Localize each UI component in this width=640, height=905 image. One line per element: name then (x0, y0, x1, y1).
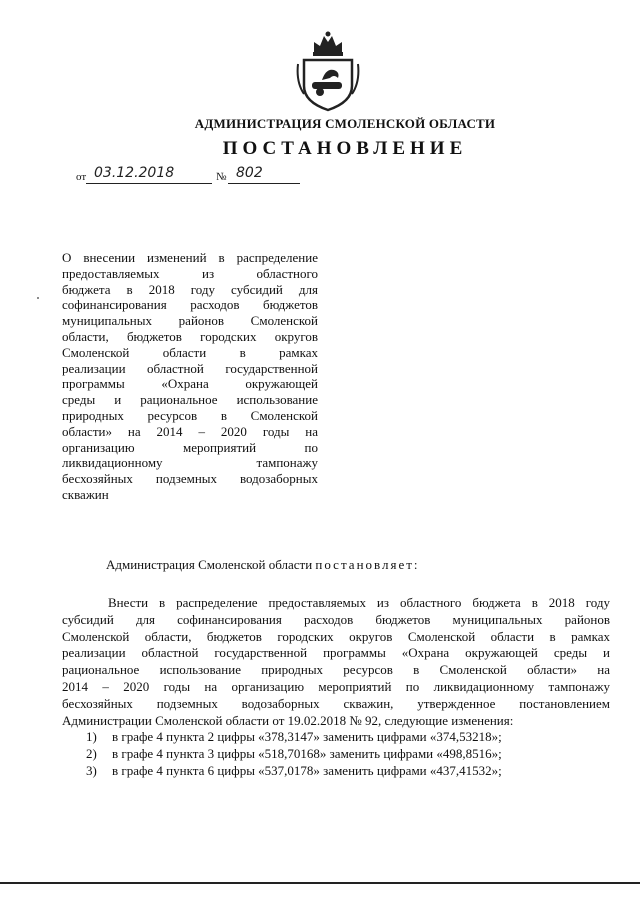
list-item (86, 728, 502, 745)
list-item (86, 745, 502, 762)
preamble-action: постановляет: (315, 557, 420, 572)
preamble (106, 557, 420, 573)
scan-speck (37, 297, 39, 299)
subject-line: программы «Охрана окружающей (62, 376, 318, 392)
subject-line: О внесении изменений в распределение (62, 250, 318, 265)
body-line: 2014 – 2020 годы на организацию мероприятий по ликвидационному тампонажу (62, 678, 610, 694)
subject-line: бесхозяйных подземных водозаборных (62, 471, 318, 487)
number-underline (228, 183, 300, 184)
subject-line: софинансирования расходов бюджетов (62, 297, 318, 313)
subject-line: скважин (62, 486, 109, 502)
body-line: рациональное использование природных ресурсов в Смоленской области» на (62, 662, 610, 678)
document-type: ПОСТАНОВЛЕНИЕ (222, 138, 468, 159)
page-bottom-rule (0, 882, 640, 884)
subject-line: муниципальных районов Смоленской (62, 313, 318, 329)
list-item-number: 1) (86, 729, 97, 744)
number-value: 802 (236, 165, 263, 181)
subject-line: предоставляемых из областного (62, 265, 318, 281)
list-item-number: 2) (86, 746, 97, 761)
body-paragraph (62, 595, 610, 729)
list-item-text: в графе 4 пункта 2 цифры «378,3147» заменить цифрами «374,53218»; (112, 729, 502, 744)
number-prefix: № (216, 171, 227, 183)
date-prefix: от (76, 171, 87, 183)
subject-line: организацию мероприятий по (62, 439, 318, 455)
date-value: 03.12.2018 (94, 165, 175, 181)
list-item-text: в графе 4 пункта 6 цифры «537,0178» заменить цифрами «437,41532»; (112, 763, 502, 778)
subject-line: Смоленской области в рамках (62, 344, 318, 360)
subject-block (62, 250, 318, 503)
list-item (86, 762, 502, 779)
subject-line: области» на 2014 – 2020 годы на (62, 423, 318, 439)
subject-line: ликвидационному тампонажу (62, 455, 318, 471)
body-line: бесхозяйных подземных водозаборных скважин, утвержденное постановлением (62, 695, 610, 711)
subject-line: бюджета в 2018 году субсидий для (62, 281, 318, 297)
coat-of-arms-icon (296, 30, 360, 112)
preamble-text: Администрация Смоленской области (106, 557, 316, 572)
subject-line: природных ресурсов в Смоленской (62, 407, 318, 423)
list-item-number: 3) (86, 763, 97, 778)
organization-name: АДМИНИСТРАЦИЯ СМОЛЕНСКОЙ ОБЛАСТИ (194, 116, 496, 131)
subject-line: реализации областной государственной (62, 360, 318, 376)
amendment-list (86, 728, 502, 779)
body-line: Администрации Смоленской области от 19.02.2018 № 92, следующие изменения: (62, 712, 514, 728)
subject-line: области, бюджетов городских округов (62, 328, 318, 344)
body-line: субсидий для софинансирования расходов бюджетов муниципальных районов (62, 611, 610, 627)
list-item-text: в графе 4 пункта 3 цифры «518,70168» заменить цифрами «498,8516»; (112, 746, 502, 761)
body-line: Внести в распределение предоставляемых из областного бюджета в 2018 году (108, 595, 610, 610)
body-line: Смоленской области, бюджетов городских округов Смоленской области в рамках (62, 628, 610, 644)
subject-line: среды и рациональное использование (62, 392, 318, 408)
date-underline (86, 183, 212, 184)
body-line: реализации областной государственной программы «Охрана окружающей среды и (62, 645, 610, 661)
